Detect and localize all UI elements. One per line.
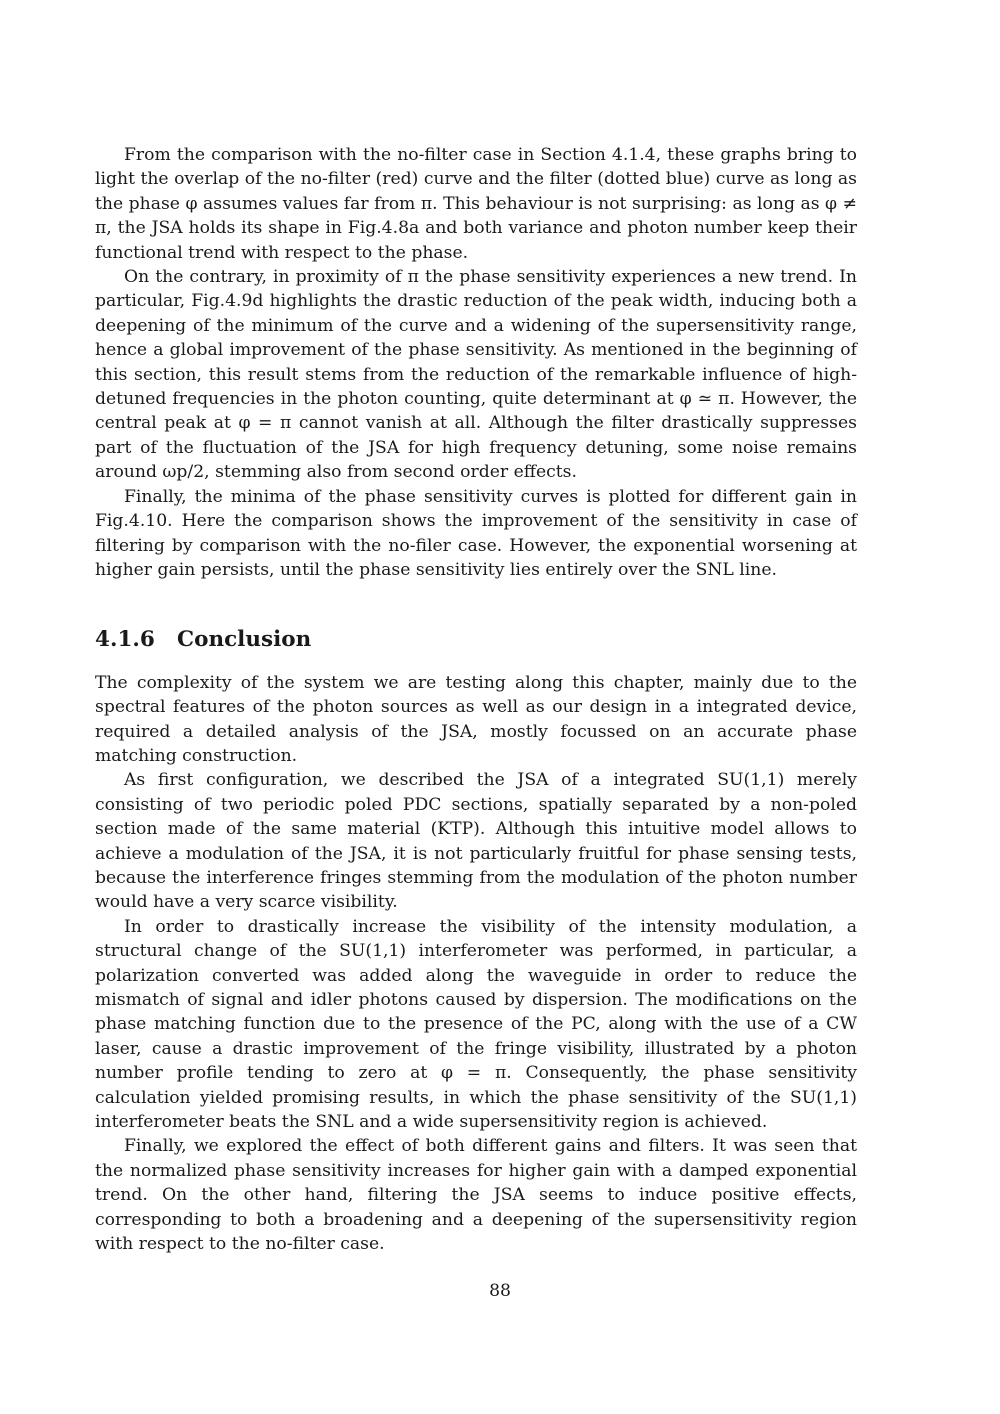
section-title: Conclusion bbox=[177, 627, 312, 653]
paragraph: Finally, we explored the effect of both different gains and filters. It was seen that the normalized phase sensitivity increases for higher gain with a damped exponential trend. On the other hand, filtering the JSA seems to induce positive effects, corresponding to both a broadening and a deepening of the supersensitivity region with respect to the no-filter case. bbox=[95, 1136, 857, 1255]
page-number: 88 bbox=[489, 1281, 511, 1301]
section-number: 4.1.6 bbox=[95, 627, 155, 653]
paragraph: As first configuration, we described the JSA of a integrated SU(1,1) merely consisting of two periodic poled PDC sections, spatially separated by a non-poled section made of the same material (KTP). Although this intuitive model allows to achieve a modulation of the JSA, it is not particularly fruitful for phase sensing tests, because the interference fringes stemming from the modulation of the photon number would have a very scarce visibility. bbox=[95, 770, 857, 913]
paragraph: From the comparison with the no-filter case in Section 4.1.4, these graphs bring to light the overlap of the no-filter (red) curve and the filter (dotted blue) curve as long as the phase φ assumes values far from π. This behaviour is not surprising: as long as φ ≠ π, the JSA holds its shape in Fig.4.8a and both variance and photon number keep their functional trend with respect to the phase. bbox=[95, 145, 857, 263]
paragraph: The complexity of the system we are testing along this chapter, mainly due to the spectral features of the photon sources as well as our design in a integrated device, required a detailed analysis of the JSA, mostly focussed on an accurate phase matching construction. bbox=[95, 672, 857, 766]
paragraph: In order to drastically increase the visibility of the intensity modulation, a structural change of the SU(1,1) interferometer was performed, in particular, a polarization converted was added along the waveguide in order to reduce the mismatch of signal and idler photons caused by dispersion. The modifications on the phase matching function due to the presence of the PC, along with the use of a CW laser, cause a drastic improvement of the fringe visibility, illustrated by a photon number profile tending to zero at φ = π. Consequently, the phase sensitivity calculation yielded promising results, in which the phase sensitivity of the SU(1,1) interferometer beats the SNL and a wide supersensitivity region is achieved. bbox=[95, 916, 857, 1133]
section-heading bbox=[95, 628, 857, 652]
paragraph: On the contrary, in proximity of π the phase sensitivity experiences a new trend. In particular, Fig.4.9d highlights the drastic reduction of the peak width, inducing both a deepening of the minimum of the curve and a widening of the supersensitivity range, hence a global improvement of the phase sensitivity. As mentioned in the beginning of this section, this result stems from the reduction of the remarkable influence of high-detuned frequencies in the photon counting, quite determinant at φ ≃ π. However, the central peak at φ = π cannot vanish at all. Although the filter drastically suppresses part of the fluctuation of the JSA for high frequency detuning, some noise remains around ωp/2, stemming also from second order effects. bbox=[95, 267, 857, 483]
paragraph: Finally, the minima of the phase sensitivity curves is plotted for different gain in Fig.4.10. Here the comparison shows the improvement of the sensitivity in case of filtering by comparison with the no-filer case. However, the exponential worsening at higher gain persists, until the phase sensitivity lies entirely over the SNL line. bbox=[95, 486, 857, 580]
page-body bbox=[95, 143, 857, 1256]
